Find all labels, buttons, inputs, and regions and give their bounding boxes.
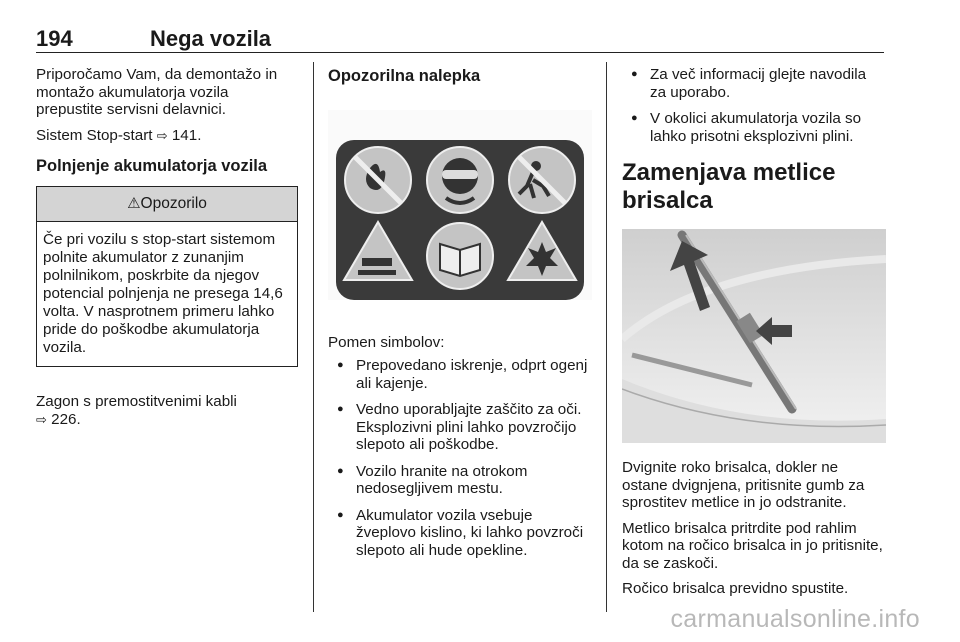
warning-sticker-svg — [328, 110, 592, 300]
symbols-intro: Pomen simbolov: — [328, 333, 445, 351]
column-2 — [328, 66, 592, 568]
warning-label-heading: Opozorilna nalepka — [328, 67, 481, 85]
no-fire-icon — [345, 147, 411, 213]
list-item: ● V okolici akumulatorja vozila so lahko prisotni eksplozivni plini. — [622, 110, 886, 145]
wiper-blade-image — [622, 229, 886, 443]
column-divider-2 — [606, 62, 607, 612]
warning-title: Opozorilo — [140, 194, 207, 212]
wiper-step-3: Ročico brisalca previdno spustite. — [622, 580, 849, 597]
eye-protection-icon — [427, 147, 493, 213]
wiper-step-2: Metlico brisalca pritrdite pod rahlim kotom na ročico brisalca in jo pritisnite, da se zaskoči. — [622, 519, 883, 572]
intro-paragraph: Priporočamo Vam, da demontažo in montažo akumulatorja vozila prepustite servisni delavnici. — [36, 66, 278, 118]
jumpstart-reference — [36, 393, 298, 428]
stopstart-text: Sistem Stop-start — [36, 126, 153, 144]
keep-from-children-icon — [509, 147, 575, 213]
header-rule — [36, 52, 884, 53]
reference-arrow-icon: ⇨ — [156, 127, 168, 143]
list-item: ● Vozilo hranite na otrokom nedosegljivem mestu. — [328, 463, 592, 498]
column-3 — [622, 66, 886, 606]
read-manual-icon — [427, 223, 493, 289]
running-title: Nega vozila — [150, 26, 272, 51]
jumpstart-text: Zagon s premostitvenimi kabli — [36, 393, 237, 410]
warning-sticker-image — [328, 110, 592, 300]
watermark: carmanualsonline.info — [670, 605, 920, 633]
list-item: ● Prepovedano iskrenje, odprt ogenj ali kajenje. — [328, 357, 592, 392]
page-header — [36, 22, 884, 50]
wiper-step-1: Dvignite roko brisalca, dokler ne ostane dvignjena, pritisnite gumb za sprostitev metlice in jo odstranite. — [622, 459, 865, 511]
symbol-meanings-list — [328, 357, 592, 559]
charging-heading: Polnjenje akumulatorja vozila — [36, 157, 268, 175]
wiper-blade-svg — [622, 229, 886, 443]
page-number: 194 — [36, 26, 73, 51]
list-item: ● Akumulator vozila vsebuje žveplovo kislino, ki lahko povzroči slepoto ali hude opekline. — [328, 507, 592, 560]
jumpstart-page-ref[interactable]: 226. — [51, 410, 81, 428]
warning-body: Če pri vozilu s stop-start sistemom polnite akumulator z zunanjim polnilnikom, poskrbite da njegov potencial polnjenja ne presega 14,6 volta. V nasprotnem primeru lahko pride do poškodbe akumulatorja vozila. — [43, 231, 283, 356]
warning-header — [37, 187, 297, 223]
column-1 — [36, 66, 298, 436]
column-divider-1 — [313, 62, 314, 612]
info-list — [622, 66, 886, 145]
list-item: ● Za več informacij glejte navodila za uporabo. — [622, 66, 886, 101]
warning-box — [36, 186, 298, 368]
reference-arrow-icon: ⇨ — [36, 411, 47, 427]
wiper-heading: Zamenjava metlice brisalca — [622, 159, 836, 214]
stopstart-page-ref[interactable]: 141. — [171, 126, 202, 144]
warning-triangle-icon: ⚠ — [127, 194, 141, 212]
stopstart-reference — [36, 127, 298, 145]
list-item: ● Vedno uporabljajte zaščito za oči. Eksplozivni plini lahko povzročijo slepoto ali poškodbe. — [328, 401, 592, 454]
